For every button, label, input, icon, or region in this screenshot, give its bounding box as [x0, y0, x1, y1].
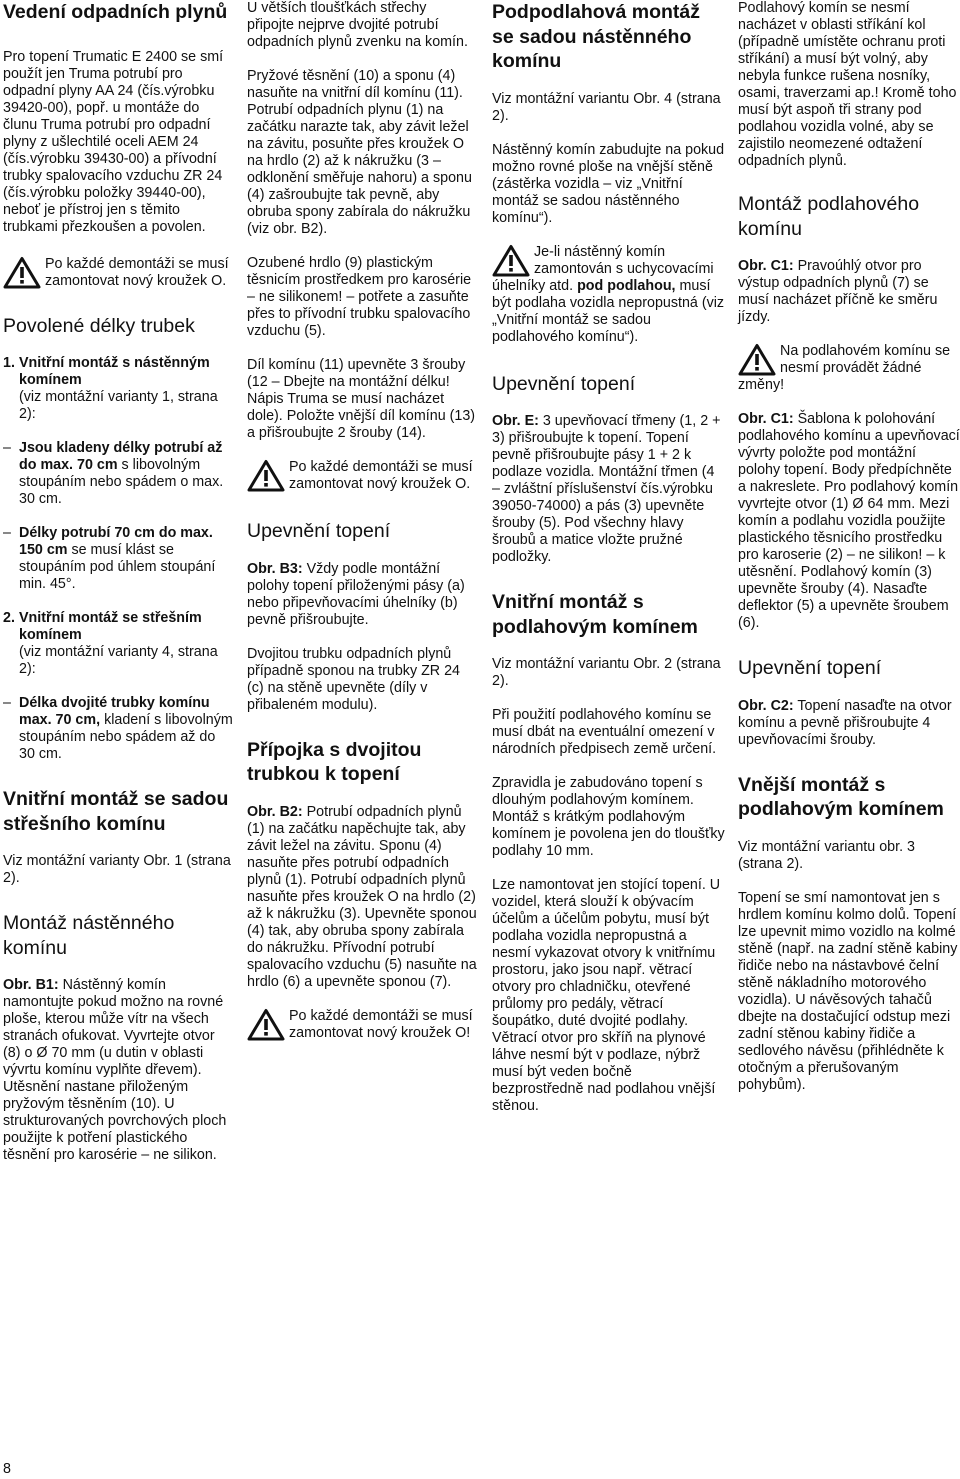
- figure-label: Obr. B1:: [3, 977, 59, 993]
- warning-note: [738, 343, 960, 394]
- heading-floor-chimney: Vnitřní montáž s podlahovým komínem: [492, 591, 698, 638]
- item-text: (viz montážní varianty 4, strana 2):: [19, 644, 218, 677]
- column-1: [3, 0, 235, 1164]
- warning-triangle-icon: [247, 459, 285, 492]
- warning-triangle-icon: [738, 343, 776, 376]
- dash-text: se musí klást se stoupáním pod úhlem stoupání min. 45°.: [19, 542, 216, 592]
- para-c1-template: Obr. C1: Šablona k polohování podlahového komínu a upevňovací vývrty položte pod montážní polohy topení. Body předpíchněte a nakreslete. Pro podlahový komín vyvrtejte otvor (1) Ø 64 mm. Mezi komín a podlahu vozidla použijte plastického těsnicího prostředku pro karoserie (2) – ne silikon! – k utěsnění. Podlahový komín (3) upevněte šrouby (4). Nasaďte deflektor (5) a upevněte šroubem (6).: [738, 411, 960, 631]
- warning-note: [492, 244, 726, 346]
- warning-text: Po každé demontáži se musí zamontovat nový kroužek O.: [45, 255, 229, 289]
- heading-underfloor-wall: Podpodlahová montáž se sadou nástěnného komínu: [492, 1, 701, 72]
- para-b2: Obr. B2: Potrubí odpadních plynů (1) na začátku napěchujte tak, aby závit ležel na závitu. Sponu (4) nasuňte přes potrubí odpadních plynů (1). Potrubí odpadních plynů nasuňte přes kroužek O na hrdlo (2) až k nákružku (3). Upevněte sponou (4) tak, aby obruba spony zabírala do nákružku. Přívodní potrubí spalovacího vzduchu (5) nasuňte na hrdlo (6) a upevněte sponou (7).: [247, 803, 477, 990]
- item-title: Vnitřní montáž se střešním komínem: [19, 610, 202, 643]
- para-wheel-spray: Podlahový komín se nesmí nacházet v oblasti stříkání kol (případně umístěte ochranu proti stříkání) a musí být volný, aby nebyla funkce rušena nosníky, osami, traverzami ap.! Kromě toho musí být aspoň tři strany pod podlahou vozidla volné, aby se zajistilo neomezené odtažení odpadních plynů.: [738, 0, 957, 169]
- warning-text: Na podlahovém komínu se nesmí provádět žádné změny!: [738, 343, 951, 393]
- warning-text: Po každé demontáži se musí zamontovat nový kroužek O!: [289, 1007, 473, 1041]
- para-c2: Obr. C2: Topení nasaďte na otvor komínu a pevně přišroubujte 4 upevňovacími šrouby.: [738, 697, 952, 748]
- heading-heater-fixing: Upevnění topení: [247, 520, 391, 542]
- heading-external-mount: Vnější montáž s podlahovým komínem: [738, 773, 944, 820]
- dash-text: kladení s libovolným stoupáním nebo spádem až do 30 cm.: [19, 712, 233, 762]
- figure-label: Obr. E:: [492, 413, 539, 429]
- heading-heater-fixing: Upevnění topení: [738, 657, 882, 679]
- dash-bold: Jsou kladeny délky potrubí až do max. 70 cm: [19, 440, 223, 473]
- dash-item: – Délky potrubí 70 cm do max. 150 cm se musí klást se stoupáním pod úhlem stoupání min. 45°.: [3, 525, 216, 592]
- warning-triangle-icon: [492, 244, 530, 277]
- warning-text: Je-li nástěnný komín zamontován s uchycovacími úhelníky atd. pod podlahou, musí být podlaha vozidla nepropustná (viz „Vnitřní montáž se sadou podlahového komínu“).: [492, 243, 725, 345]
- figure-label: Obr. B3:: [247, 560, 303, 577]
- para-b1: Obr. B1: Nástěnný komín namontujte pokud možno na rovné ploše, kterou může vítr na všech stranách ofukovat. Vyvrtejte otvor (8) o Ø 70 mm (u dutin v oblasti vývrtu komínu vyplňte dřevem). Utěsnění nastane přiloženým pryžovým těsněním (10). U strukturovaných povrchových ploch použijte k potření plastického těsnění pro karosérie – ne silikon.: [3, 977, 227, 1163]
- para-b3: Obr. B3: Vždy podle montážní polohy topení přiloženými pásy (a) nebo připevňovacími úhelníky (b) pevně přišroubujte.: [247, 560, 465, 628]
- numbered-item-1: [3, 355, 235, 423]
- para-regulations: Při použití podlahového komínu se musí dbát na eventuální omezení v národních předpisech země určení.: [492, 707, 717, 757]
- column-2: [247, 0, 477, 1042]
- para-zr24: Dvojitou trubku odpadních plynů případně sponou na trubky ZR 24 (c) na stěně upevněte (díly v přibaleném modulu).: [247, 645, 461, 713]
- para-variant-2: Viz montážní variantu Obr. 2 (strana 2).: [492, 656, 721, 689]
- para-neck: Ozubené hrdlo (9) plastickým těsnicím prostředkem pro karosérie – ne silikonem! – potřete a zasuňte přes to přívodní trubku spalovacího vzduchu (5).: [247, 255, 472, 339]
- para-inner-part: Díl komínu (11) upevněte 3 šrouby (12 – Dbejte na montážní délku! Nápis Truma se musí nacházet dole). Položte vnější díl komínu (13) a přišroubujte 2 šrouby (14).: [247, 357, 476, 441]
- warning-triangle-icon: [247, 1008, 285, 1041]
- heading-floor-mount: Montáž podlahového komínu: [738, 193, 920, 240]
- warning-note: [247, 459, 477, 493]
- dash-bold: Délky potrubí 70 cm do max. 150 cm: [19, 525, 213, 558]
- item-text: (viz montážní varianty 1, strana 2):: [19, 389, 218, 422]
- dash-item: – Jsou kladeny délky potrubí až do max. 70 cm s libovolným stoupáním nebo spádem o max. 30 cm.: [3, 440, 224, 507]
- para-standing-heater: Lze namontovat jen stojící topení. U vozidel, která slouží k obývacím účelům a účelům pobytu, musí být podlaha vozidla nepropustná a nesmí vykazovat otvory k vnitřnímu prostoru, jako jsou např. větrací otvory pro chladničku, otevřené průlomy pro pedály, větrací šoupátko, duté dvojité podlahy. Větrací otvor pro skříň na plynové láhve nesmí být v podlaze, nýbrž musí být veden bočně bezprostředně nad podlahou vnější stěnou.: [492, 877, 721, 1114]
- numbered-item-2: [3, 610, 235, 678]
- para-wall-chimney: Nástěnný komín zabudujte na pokud možno rovné ploše na vnější stěně (zástěrka vozidla – viz „Vnitřní montáž se sadou nástěnného komínu“).: [492, 141, 725, 226]
- warning-note: [247, 1008, 477, 1042]
- figure-label: Obr. C2:: [738, 697, 794, 714]
- page-number: 8: [3, 1461, 11, 1477]
- column-3: [492, 0, 726, 1115]
- figure-label: Obr. B2:: [247, 803, 303, 820]
- column-4: [738, 0, 960, 1094]
- dash-item: – Délka dvojité trubky komínu max. 70 cm, kladení s libovolným stoupáním nebo spádem až do 30 cm.: [3, 695, 233, 762]
- item-number: 2.: [3, 610, 15, 626]
- para-e: Obr. E: 3 upevňovací třmeny (1, 2 + 3) přišroubujte k topení. Topení pevně přišroubujte pásy 1 + 2 k podlaze vozidla. Montážní třmen (4 – zvláštní příslušenství čís.výrobku 39050-74000) a pás (3) upevněte šrouby (5). Pod všechny hlavy šroubů a matice vložte pružné podložky.: [492, 413, 721, 565]
- heading-roof-chimney: Vnitřní montáž se sadou střešního komínu: [3, 788, 229, 835]
- para-vertical-mount: Topení se smí namontovat jen s hrdlem komínu kolmo dolů. Topení lze upevnit mimo vozidlo na kolmé stěně (např. na zadní stěně kabiny řidiče nebo na nástavbové čelní stěně nákladního motorového vozidla). U návěsových tahačů dbejte na dostačující odstup mezi zadní stěnou kabiny řidiče a sedlového návěsu (přihlédněte k otočným a přerušovaným pohybům).: [738, 889, 958, 1093]
- warning-triangle-icon: [3, 256, 41, 289]
- para-intro: Pro topení Trumatic E 2400 se smí použít jen Truma potrubí pro odpadní plyny AA 24 (čís.výrobku 39420-00), popř. u montáže do člunu Truma potrubí pro odpadní plyny z ušlechtilé oceli AEM 24 (čís.výrobku 39430-00) a přívodní trubky spalovacího vzduchu ZR 24 (čís.výrobku položky 39440-00), neboť je přístroj jen s těmito trubkami přezkoušen a povolen.: [3, 48, 224, 235]
- para-c1-opening: Obr. C1: Pravoúhlý otvor pro výstup odpadních plynů (7) se musí nacházet příčně ke směru jízdy.: [738, 258, 938, 325]
- para-roof-variant: Viz montážní varianty Obr. 1 (strana 2).: [3, 853, 231, 886]
- figure-label: Obr. C1:: [738, 258, 794, 274]
- heading-lengths: Povolené délky trubek: [3, 314, 195, 337]
- para-thickness: U větších tloušťkách střechy připojte nejprve dvojité potrubí odpadních plynů zvenku na komín.: [247, 0, 468, 50]
- dash-bold: Délka dvojité trubky komínu max. 70 cm,: [19, 695, 210, 728]
- warning-note: [3, 256, 235, 290]
- warning-text: Po každé demontáži se musí zamontovat nový kroužek O.: [289, 459, 473, 492]
- dash-text: s libovolným stoupáním nebo spádem o max. 30 cm.: [19, 457, 224, 507]
- para-seal: Pryžové těsnění (10) a sponu (4) nasuňte na vnitřní díl komínu (11). Potrubí odpadních plynu (1) na začátku narazte tak, aby závit ležel na závitu, posuňte přes kroužek O na hrdlo (2) až k nákružku (3 – odklonění směřuje nahoru) a sponu (4) zašroubujte tak pevně, aby obruba spony zabírala do nákružku (viz obr. B2).: [247, 68, 472, 237]
- item-number: 1.: [3, 355, 15, 371]
- item-title: Vnitřní montáž s nástěnným komínem: [19, 355, 210, 388]
- para-variant-3: Viz montážní variantu obr. 3 (strana 2).: [738, 838, 915, 872]
- figure-label: Obr. C1:: [738, 411, 794, 427]
- para-long-chimney: Zpravidla je zabudováno topení s dlouhým podlahovým komínem. Montáž s krátkým podlahovým komínem je povolena jen do tloušťky podlahy 10 mm.: [492, 775, 725, 859]
- heading-double-pipe: Přípojka s dvojitou trubkou k topení: [247, 738, 422, 785]
- heading-wall-mount: Montáž nástěnného komínu: [3, 912, 175, 959]
- para-variant-4: Viz montážní variantu Obr. 4 (strana 2).: [492, 90, 721, 124]
- heading-exhaust: Vedení odpadních plynů: [3, 1, 228, 23]
- heading-heater-fixing: Upevnění topení: [492, 372, 636, 395]
